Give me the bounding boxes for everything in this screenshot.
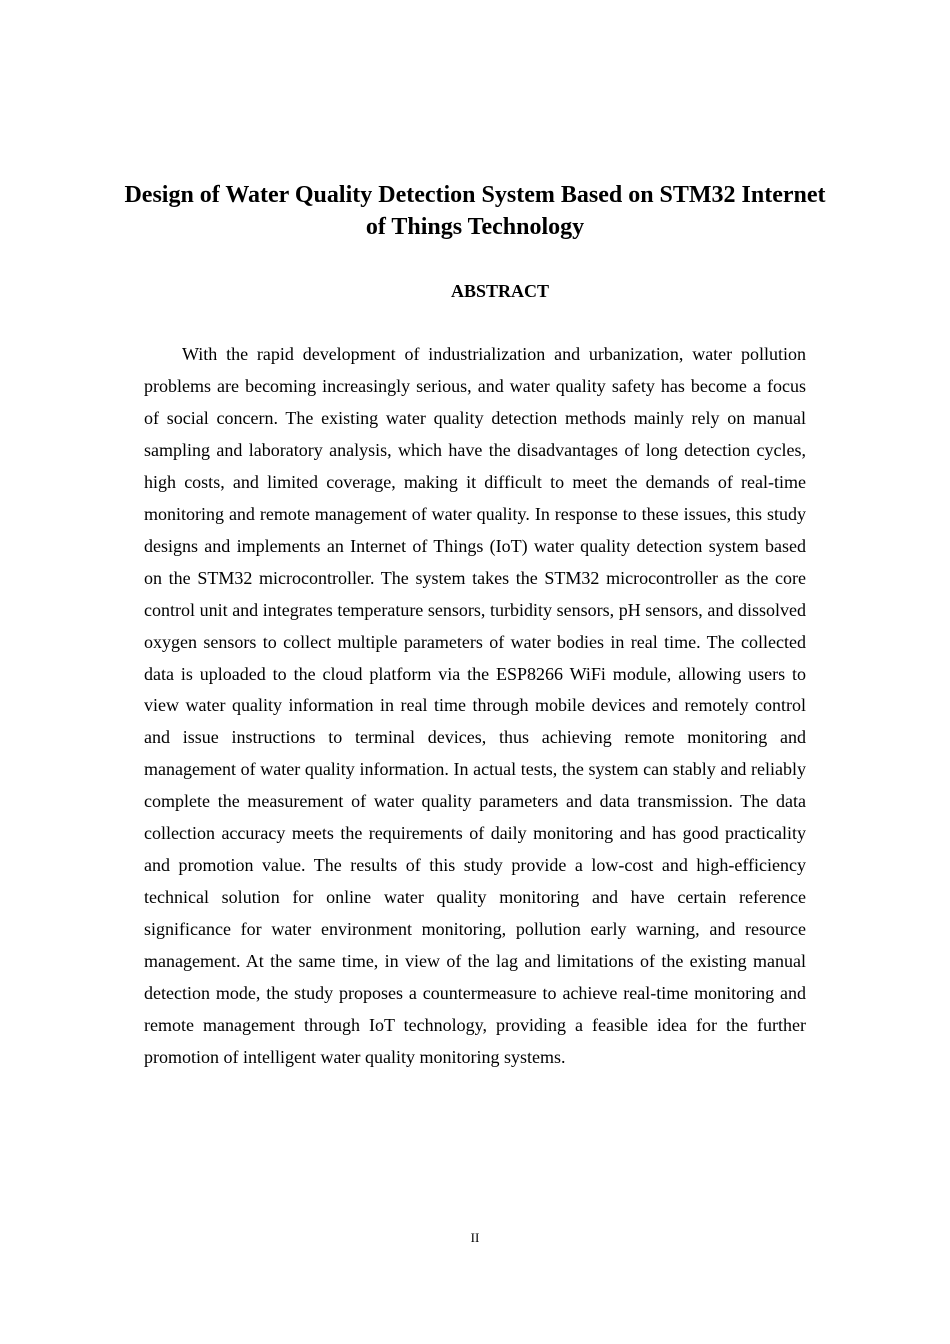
abstract-paragraph: With the rapid development of industrialization and urbanization, water pollution problems are becoming increasingly serious, and water quality safety has become a focus of social concern. The existing water quality detection methods mainly rely on manual sampling and laboratory analysis, which have the disadvantages of long detection cycles, high costs, and limited coverage, making it difficult to meet the demands of real-time monitoring and remote management of water quality. In response to these issues, this study designs and implements an Internet of Things (IoT) water quality detection system based on the STM32 microcontroller. The system takes the STM32 microcontroller as the core control unit and integrates temperature sensors, turbidity sensors, pH sensors, and dissolved oxygen sensors to collect multiple parameters of water bodies in real time. The collected data is uploaded to the cloud platform via the ESP8266 WiFi module, allowing users to view water quality information in real time through mobile devices and remotely control and issue instructions to terminal devices, thus achieving remote monitoring and management of water quality information. In actual tests, the system can stably and reliably complete the measurement of water quality parameters and data transmission. The data collection accuracy meets the requirements of daily monitoring and has good practicality and promotion value. The results of this study provide a low-cost and high-efficiency technical solution for online water quality monitoring and have certain reference significance for water environment monitoring, pollution early warning, and resource management. At the same time, in view of the lag and limitations of the existing manual detection mode, the study proposes a countermeasure to achieve real-time monitoring and remote management through IoT technology, providing a feasible idea for the further promotion of intelligent water quality monitoring systems. — [144, 344, 806, 1067]
paper-title: Design of Water Quality Detection System Based on STM32 Internet of Things Technology — [124, 182, 826, 240]
abstract-heading: ABSTRACT — [450, 281, 550, 301]
page-number: II — [470, 1230, 480, 1245]
